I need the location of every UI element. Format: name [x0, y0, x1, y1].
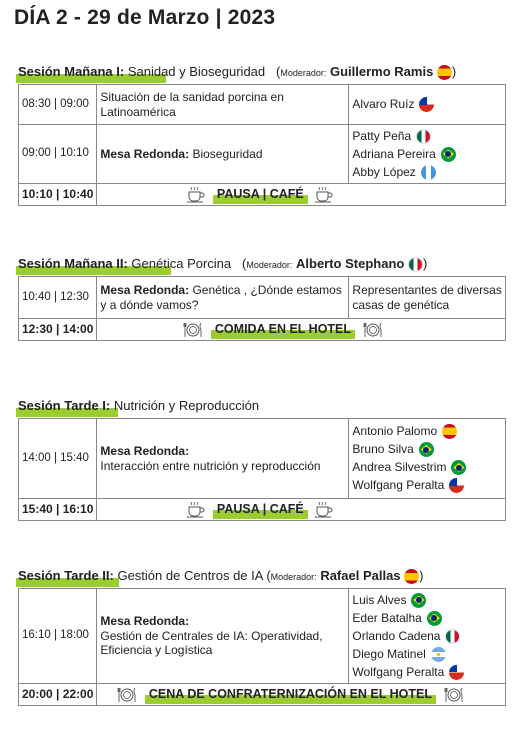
brazil-flag-icon — [441, 147, 456, 162]
speaker: Adriana Pereira — [352, 145, 502, 163]
speaker: Diego Matinel — [352, 645, 502, 663]
mexico-flag-icon — [416, 129, 431, 144]
session-tarde-2 — [18, 568, 506, 706]
table-row: 14:00 | 15:40 Mesa Redonda: Interacción entre nutrición y reproducción Antonio Palomo Bruno Silva Andrea Silvestrim Wolfgang Peralta — [19, 419, 506, 499]
schedule-table — [18, 84, 506, 206]
moderator-name: Rafael Pallas — [320, 568, 401, 583]
table-row: 10:40 | 12:30 Mesa Redonda: Genética , ¿Dónde estamos y a dónde vamos? Representantes de diversas casas de genética — [19, 277, 506, 319]
schedule-table — [18, 276, 506, 341]
speaker: Andrea Silvestrim — [352, 459, 502, 477]
break-label: CENA DE CONFRATERNIZACIÓN EN EL HOTEL — [149, 687, 432, 702]
session-header: Sesión Tarde I: Nutrición y Reproducción — [18, 398, 506, 418]
session-header: Sesión Mañana II: Genética Porcina (Moderador: Alberto Stephano ) — [18, 256, 506, 276]
coffee-cup-icon — [315, 187, 333, 203]
session-header: Sesión Tarde II: Gestión de Centros de IA (Moderador: Rafael Pallas ) — [18, 568, 506, 588]
plate-cutlery-icon — [117, 687, 137, 703]
chile-flag-icon — [449, 478, 464, 493]
break-label: PAUSA | CAFÉ — [217, 502, 304, 517]
chile-flag-icon — [449, 665, 464, 680]
argentina-flag-icon — [431, 647, 446, 662]
table-row: 16:10 | 18:00 Mesa Redonda: Gestión de Centrales de IA: Operatividad, Eficiencia y Logística Luis Alves Eder Batalha Orlando Cadena Diego Matinel Wolfgang Peralta — [19, 589, 506, 684]
session-manana-2 — [18, 256, 506, 341]
page-title: DÍA 2 - 29 de Marzo | 2023 — [14, 6, 275, 30]
table-row: 09:00 | 10:10 Mesa Redonda: Bioseguridad Patty Peña Adriana Pereira Abby López — [19, 125, 506, 184]
schedule-table — [18, 588, 506, 706]
session-header: Sesión Mañana I: Sanidad y Bioseguridad (Moderador: Guillermo Ramis ) — [18, 64, 506, 84]
session-manana-1 — [18, 64, 506, 206]
break-row: 12:30 | 14:00 COMIDA EN EL HOTEL — [19, 319, 506, 341]
moderator-name: Alberto Stephano — [296, 256, 405, 271]
break-label: COMIDA EN EL HOTEL — [215, 322, 351, 337]
speaker: Bruno Silva — [352, 441, 502, 459]
brazil-flag-icon — [419, 442, 434, 457]
moderator-name: Guillermo Ramis — [329, 64, 434, 79]
coffee-cup-icon — [187, 502, 205, 518]
break-row: 20:00 | 22:00 CENA DE CONFRATERNIZACIÓN EN EL HOTEL — [19, 684, 506, 706]
speaker: Antonio Palomo — [352, 423, 502, 441]
plate-cutlery-icon — [444, 687, 464, 703]
spain-flag-icon — [437, 65, 452, 80]
coffee-cup-icon — [187, 187, 205, 203]
speaker: Wolfgang Peralta — [352, 663, 502, 681]
speaker: Wolfgang Peralta — [352, 477, 502, 495]
guatemala-flag-icon — [421, 165, 436, 180]
speaker: Patty Peña — [352, 127, 502, 145]
speaker: Alvaro Ruíz — [352, 96, 502, 114]
session-tarde-1 — [18, 398, 506, 521]
chile-flag-icon — [419, 97, 434, 112]
table-row: 08:30 | 09:00 Situación de la sanidad porcina en Latinoamérica Alvaro Ruíz — [19, 85, 506, 125]
break-label: PAUSA | CAFÉ — [217, 187, 304, 202]
brazil-flag-icon — [411, 593, 426, 608]
speaker: Luis Alves — [352, 591, 502, 609]
coffee-cup-icon — [315, 502, 333, 518]
spain-flag-icon — [404, 569, 419, 584]
spain-flag-icon — [442, 424, 457, 439]
plate-cutlery-icon — [363, 322, 383, 338]
speaker: Abby López — [352, 163, 502, 181]
speaker: Eder Batalha — [352, 609, 502, 627]
speaker: Orlando Cadena — [352, 627, 502, 645]
mexico-flag-icon — [445, 629, 460, 644]
brazil-flag-icon — [427, 611, 442, 626]
schedule-table — [18, 418, 506, 521]
break-row: 10:10 | 10:40 PAUSA | CAFÉ — [19, 184, 506, 206]
mexico-flag-icon — [408, 257, 423, 272]
plate-cutlery-icon — [183, 322, 203, 338]
brazil-flag-icon — [451, 460, 466, 475]
break-row: 15:40 | 16:10 PAUSA | CAFÉ — [19, 499, 506, 521]
